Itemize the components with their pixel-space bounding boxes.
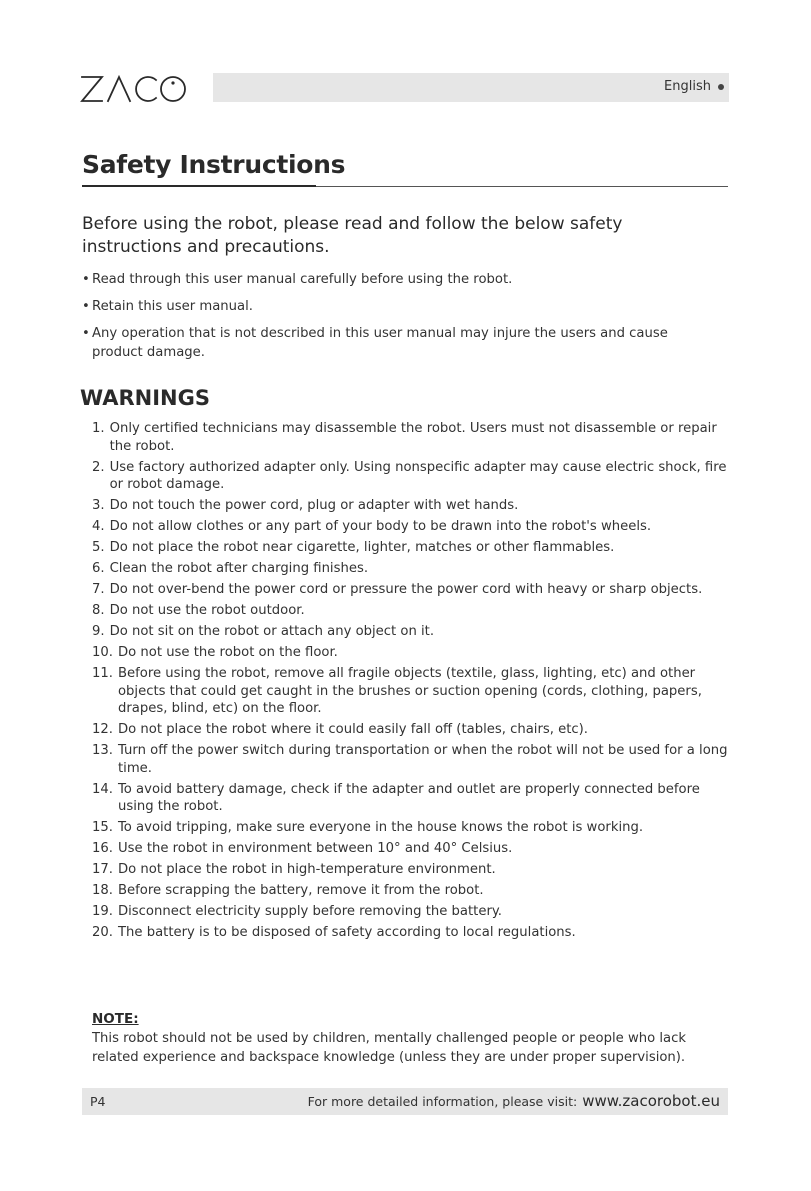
warning-number: 7. xyxy=(92,582,105,597)
warning-text: Before scrapping the battery, remove it from the robot. xyxy=(117,883,484,898)
warning-item xyxy=(92,840,732,858)
warning-number: 17. xyxy=(92,862,113,877)
warning-text: To avoid battery damage, check if the adapter and outlet are properly connected before using the robot. xyxy=(117,781,700,814)
list-item xyxy=(82,324,702,362)
warning-item xyxy=(92,665,732,718)
warning-text: Before using the robot, remove all fragile objects (textile, glass, lighting, etc) and other objects that could get caught in the brushes or suction opening (cords, clothing, papers, drapes, blind, etc) on the floor. xyxy=(117,666,702,716)
warning-number: 5. xyxy=(92,540,105,555)
list-item-text: Any operation that is not described in this user manual may injure the users and cause product damage. xyxy=(92,326,668,360)
warning-number: 16. xyxy=(92,841,113,856)
warning-item xyxy=(92,560,732,578)
intro-text: Before using the robot, please read and follow the below safety instructions and precautions. xyxy=(82,214,623,257)
warning-number: 2. xyxy=(92,459,105,475)
warning-number: 3. xyxy=(92,498,105,513)
warning-item xyxy=(92,861,732,879)
warning-item xyxy=(92,459,732,494)
warning-number: 11. xyxy=(92,666,113,681)
warning-number: 9. xyxy=(92,624,105,639)
bullet-icon: • xyxy=(82,299,90,314)
warning-text: Do not allow clothes or any part of your body to be drawn into the robot's wheels. xyxy=(109,519,652,534)
warning-number: 8. xyxy=(92,603,105,618)
warning-item xyxy=(92,781,732,816)
warning-text: Do not over-bend the power cord or pressure the power cord with heavy or sharp objects. xyxy=(109,582,703,597)
footer-info-text: For more detailed information, please visit: xyxy=(307,1094,578,1109)
warning-text: The battery is to be disposed of safety according to local regulations. xyxy=(117,925,576,940)
warning-text: Do not place the robot in high-temperature environment. xyxy=(117,862,496,877)
warning-number: 15. xyxy=(92,820,113,835)
warning-number: 14. xyxy=(92,781,113,797)
note-text: This robot should not be used by children, mentally challenged people or people who lack related experience and backspace knowledge (unless they are under proper supervision). xyxy=(92,1031,686,1065)
warning-text: Do not touch the power cord, plug or adapter with wet hands. xyxy=(109,498,519,513)
list-item-text: Retain this user manual. xyxy=(92,299,253,314)
warning-item xyxy=(92,721,732,739)
title-underline xyxy=(82,185,316,187)
list-item xyxy=(82,270,702,289)
warning-item xyxy=(92,882,732,900)
warning-text: Turn off the power switch during transportation or when the robot will not be used for a long time. xyxy=(117,743,728,776)
bullet-icon: • xyxy=(82,326,90,341)
warning-text: Do not place the robot near cigarette, lighter, matches or other flammables. xyxy=(109,540,615,555)
warning-item xyxy=(92,644,732,662)
warning-item xyxy=(92,518,732,536)
warning-item xyxy=(92,742,732,777)
footer-info xyxy=(308,1092,720,1110)
precautions-list xyxy=(82,270,702,370)
zaco-logo xyxy=(80,74,190,104)
warning-number: 18. xyxy=(92,883,113,898)
warning-item xyxy=(92,539,732,557)
warnings-heading: WARNINGS xyxy=(80,386,210,410)
website-link[interactable]: www.zacorobot.eu xyxy=(582,1092,720,1110)
header-bar xyxy=(213,73,729,102)
warning-number: 12. xyxy=(92,722,113,737)
warning-item xyxy=(92,581,732,599)
language-label: English xyxy=(664,79,711,94)
warning-number: 6. xyxy=(92,561,105,576)
warning-item xyxy=(92,819,732,837)
warning-number: 19. xyxy=(92,904,113,919)
warning-text: To avoid tripping, make sure everyone in the house knows the robot is working. xyxy=(117,820,644,835)
warning-number: 20. xyxy=(92,925,113,940)
warning-text: Do not place the robot where it could easily fall off (tables, chairs, etc). xyxy=(117,722,589,737)
warning-number: 4. xyxy=(92,519,105,534)
bullet-icon: • xyxy=(82,272,90,287)
warning-number: 13. xyxy=(92,743,113,758)
page-title: Safety Instructions xyxy=(82,150,346,179)
warning-item xyxy=(92,924,732,942)
warning-text: Clean the robot after charging finishes. xyxy=(109,561,369,576)
warning-text: Do not use the robot on the floor. xyxy=(117,645,338,660)
warning-text: Only certified technicians may disassemble the robot. Users must not disassemble or repair the robot. xyxy=(109,421,717,454)
list-item-text: Read through this user manual carefully before using the robot. xyxy=(92,272,513,287)
warning-item xyxy=(92,497,732,515)
page-number: P4 xyxy=(90,1094,106,1109)
warnings-list xyxy=(92,420,732,945)
warning-item xyxy=(92,903,732,921)
warning-item xyxy=(92,623,732,641)
warning-text: Disconnect electricity supply before removing the battery. xyxy=(117,904,503,919)
language-indicator xyxy=(664,79,724,94)
footer-bar xyxy=(82,1088,728,1115)
warning-text: Do not sit on the robot or attach any object on it. xyxy=(109,624,435,639)
note-heading: NOTE: xyxy=(92,1011,139,1027)
warning-text: Use the robot in environment between 10° and 40° Celsius. xyxy=(117,841,513,856)
bullet-dot-icon xyxy=(718,84,724,90)
warning-text: Use factory authorized adapter only. Using nonspecific adapter may cause electric shock, fire or robot damage. xyxy=(109,459,727,492)
warning-text: Do not use the robot outdoor. xyxy=(109,603,305,618)
list-item xyxy=(82,297,702,316)
warning-item xyxy=(92,420,732,455)
warning-item xyxy=(92,602,732,620)
warning-number: 1. xyxy=(92,421,105,436)
warning-number: 10. xyxy=(92,645,113,660)
